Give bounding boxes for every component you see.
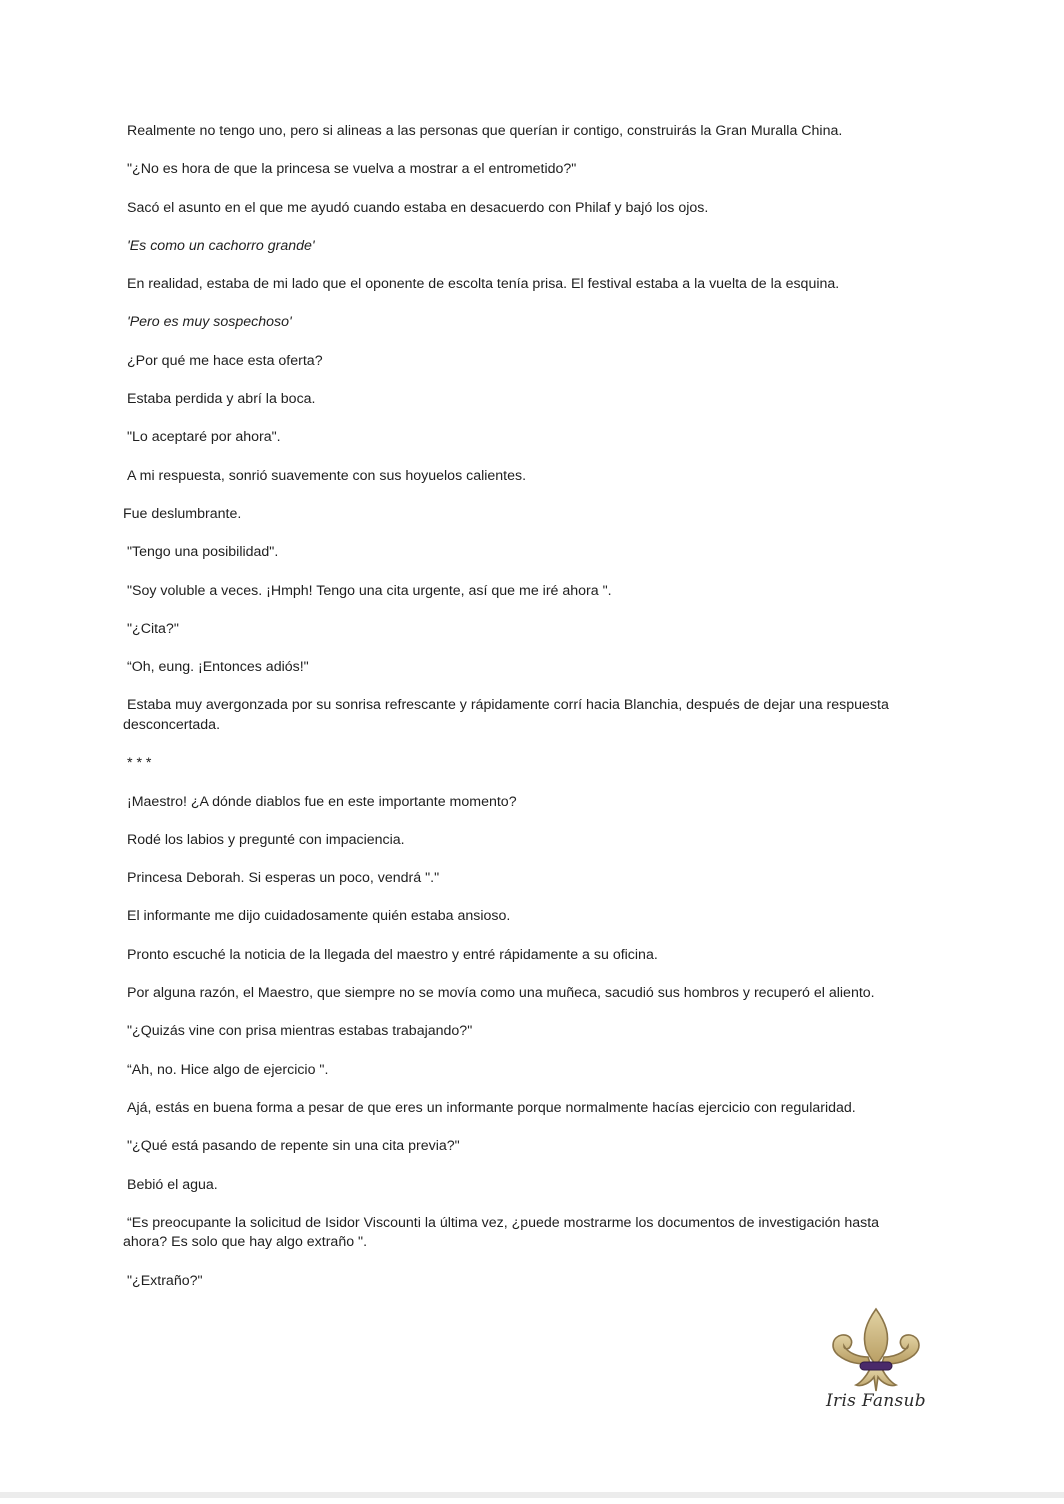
paragraph: "¿Quizás vine con prisa mientras estabas trabajando?" (127, 1023, 473, 1040)
paragraph: Pronto escuché la noticia de la llegada del maestro y entré rápidamente a su oficina. (127, 946, 658, 963)
paragraph: * * * (127, 755, 152, 772)
paragraph: "Soy voluble a veces. ¡Hmph! Tengo una cita urgente, así que me iré ahora ". (127, 582, 612, 599)
paragraph: Ajá, estás en buena forma a pesar de que eres un informante porque normalmente hacías ejercicio con regularidad. (127, 1099, 856, 1116)
paragraph (123, 696, 923, 735)
text-body (123, 122, 923, 1310)
paragraph: ¡Maestro! ¿A dónde diablos fue en este importante momento? (127, 793, 517, 810)
paragraph: Realmente no tengo uno, pero si alineas a las personas que querían ir contigo, construirás la Gran Muralla China. (127, 123, 843, 139)
fansub-logo (826, 1305, 926, 1417)
fleur-de-lis-icon (826, 1305, 926, 1393)
page-bottom-edge (0, 1492, 1064, 1498)
paragraph: Por alguna razón, el Maestro, que siempre no se movía como una muñeca, sacudió sus hombros y recuperó el aliento. (127, 985, 875, 1002)
paragraph: “Ah, no. Hice algo de ejercicio ". (127, 1061, 329, 1078)
paragraph-line: Estaba muy avergonzada por su sonrisa refrescante y rápidamente corrí hacia Blanchia, después de dejar una respuesta (127, 697, 889, 714)
paragraph: A mi respuesta, sonrió suavemente con sus hoyuelos calientes. (127, 467, 527, 484)
paragraph: Fue deslumbrante. (123, 505, 242, 522)
paragraph: En realidad, estaba de mi lado que el oponente de escolta tenía prisa. El festival estaba a la vuelta de la esquina. (127, 276, 840, 293)
paragraph-line: ahora? Es solo que hay algo extraño ". (123, 1234, 368, 1251)
paragraph: 'Pero es muy sospechoso' (127, 314, 292, 331)
logo-text: Iris Fansub (826, 1391, 926, 1411)
paragraph: Rodé los labios y pregunté con impaciencia. (127, 831, 405, 848)
paragraph: Sacó el asunto en el que me ayudó cuando estaba en desacuerdo con Philaf y bajó los ojos. (127, 199, 709, 216)
paragraph: Princesa Deborah. Si esperas un poco, vendrá "." (127, 870, 440, 887)
paragraph: El informante me dijo cuidadosamente quién estaba ansioso. (127, 908, 511, 925)
paragraph: "¿Qué está pasando de repente sin una cita previa?" (127, 1138, 460, 1155)
paragraph: ¿Por qué me hace esta oferta? (127, 352, 323, 369)
paragraph: “Oh, eung. ¡Entonces adiós!" (127, 659, 309, 676)
paragraph: "¿No es hora de que la princesa se vuelva a mostrar a el entrometido?" (127, 161, 577, 178)
paragraph (123, 1214, 923, 1253)
paragraph: Bebió el agua. (127, 1176, 218, 1193)
paragraph: "Tengo una posibilidad". (127, 544, 279, 561)
paragraph: "¿Extraño?" (127, 1272, 203, 1289)
paragraph-line: “Es preocupante la solicitud de Isidor Viscounti la última vez, ¿puede mostrarme los documentos de investigación hasta (127, 1214, 880, 1231)
paragraph-line: desconcertada. (123, 716, 221, 733)
paragraph: "¿Cita?" (127, 620, 179, 637)
paragraph: 'Es como un cachorro grande' (127, 237, 315, 254)
paragraph: "Lo aceptaré por ahora". (127, 429, 281, 446)
paragraph: Estaba perdida y abrí la boca. (127, 391, 316, 408)
